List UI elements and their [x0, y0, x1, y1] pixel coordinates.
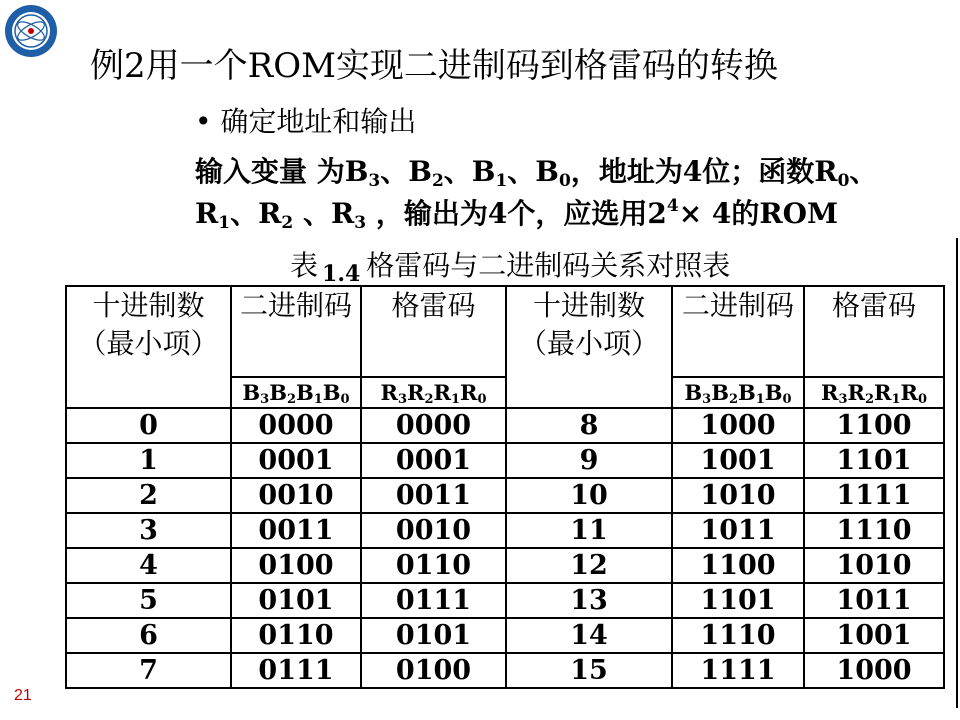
decimal-cell: 14 — [506, 618, 672, 653]
decimal-cell: 9 — [506, 443, 672, 478]
table-row — [66, 513, 944, 548]
binary-bits-label: B3B2B1B0 — [231, 377, 361, 408]
gray-bits-label-2: R3R2R1R0 — [804, 377, 944, 408]
table-row — [66, 653, 944, 688]
binary-cell: 0010 — [231, 478, 361, 513]
gray-cell: 0100 — [361, 653, 506, 688]
header-binary: 二进制码 — [231, 286, 361, 377]
decimal-cell: 8 — [506, 408, 672, 443]
gray-cell: 1010 — [804, 548, 944, 583]
binary-cell: 0101 — [231, 583, 361, 618]
decimal-cell: 12 — [506, 548, 672, 583]
gray-code-table — [65, 285, 945, 689]
binary-cell: 0110 — [231, 618, 361, 653]
gray-cell: 0111 — [361, 583, 506, 618]
gray-cell: 1100 — [804, 408, 944, 443]
description-line-2: $R_1$、$R_2$ 、$R_3$ ，输出为4个，应选用$2^4\times 4$的ROM — [195, 196, 839, 233]
table-row — [66, 618, 944, 653]
gray-cell: 0110 — [361, 548, 506, 583]
decimal-cell: 0 — [66, 408, 231, 443]
binary-cell: 1100 — [672, 548, 804, 583]
binary-cell: 0111 — [231, 653, 361, 688]
header-gray-2: 格雷码 — [804, 286, 944, 377]
gray-cell: 1110 — [804, 513, 944, 548]
binary-cell: 0100 — [231, 548, 361, 583]
gray-cell: 1111 — [804, 478, 944, 513]
decimal-cell: 2 — [66, 478, 231, 513]
binary-bits-label-2: B3B2B1B0 — [672, 377, 804, 408]
binary-cell: 1111 — [672, 653, 804, 688]
gray-cell: 1101 — [804, 443, 944, 478]
gray-bits-label: R3R2R1R0 — [361, 377, 506, 408]
table-row — [66, 548, 944, 583]
decimal-cell: 7 — [66, 653, 231, 688]
binary-cell: 0001 — [231, 443, 361, 478]
table-row — [66, 443, 944, 478]
gray-cell: 0001 — [361, 443, 506, 478]
header-decimal: 十进制数 （最小项） — [66, 286, 231, 408]
binary-cell: 0000 — [231, 408, 361, 443]
header-binary-2: 二进制码 — [672, 286, 804, 377]
table-row — [66, 408, 944, 443]
binary-cell: 1101 — [672, 583, 804, 618]
binary-cell: 1000 — [672, 408, 804, 443]
decimal-cell: 4 — [66, 548, 231, 583]
binary-cell: 0011 — [231, 513, 361, 548]
gray-cell: 0000 — [361, 408, 506, 443]
slide-border-line — [956, 238, 958, 708]
binary-cell: 1011 — [672, 513, 804, 548]
gray-cell: 0101 — [361, 618, 506, 653]
gray-cell: 0011 — [361, 478, 506, 513]
gray-cell: 1001 — [804, 618, 944, 653]
decimal-cell: 11 — [506, 513, 672, 548]
table-header-row — [66, 286, 944, 377]
description-line-1: 输入变量 为$B_3$、$B_2$、$B_1$、$B_0$，地址为4位；函数$R_0$、 — [195, 155, 878, 191]
decimal-cell: 13 — [506, 583, 672, 618]
decimal-cell: 5 — [66, 583, 231, 618]
header-gray: 格雷码 — [361, 286, 506, 377]
university-logo — [4, 4, 58, 58]
decimal-cell: 15 — [506, 653, 672, 688]
gray-cell: 0010 — [361, 513, 506, 548]
gray-cell: 1011 — [804, 583, 944, 618]
decimal-cell: 10 — [506, 478, 672, 513]
bullet-point: • 确定地址和输出 — [195, 105, 417, 138]
header-decimal-2: 十进制数 （最小项） — [506, 286, 672, 408]
binary-cell: 1001 — [672, 443, 804, 478]
gray-cell: 1000 — [804, 653, 944, 688]
decimal-cell: 6 — [66, 618, 231, 653]
table-caption: 表 $_{1.4}$ 格雷码与二进制码关系对照表 — [290, 249, 731, 287]
slide-title: 例2用一个ROM实现二进制码到格雷码的转换 — [90, 46, 778, 86]
table-row — [66, 583, 944, 618]
decimal-cell: 3 — [66, 513, 231, 548]
decimal-cell: 1 — [66, 443, 231, 478]
binary-cell: 1110 — [672, 618, 804, 653]
page-number: 21 — [14, 687, 32, 704]
table-row — [66, 478, 944, 513]
binary-cell: 1010 — [672, 478, 804, 513]
